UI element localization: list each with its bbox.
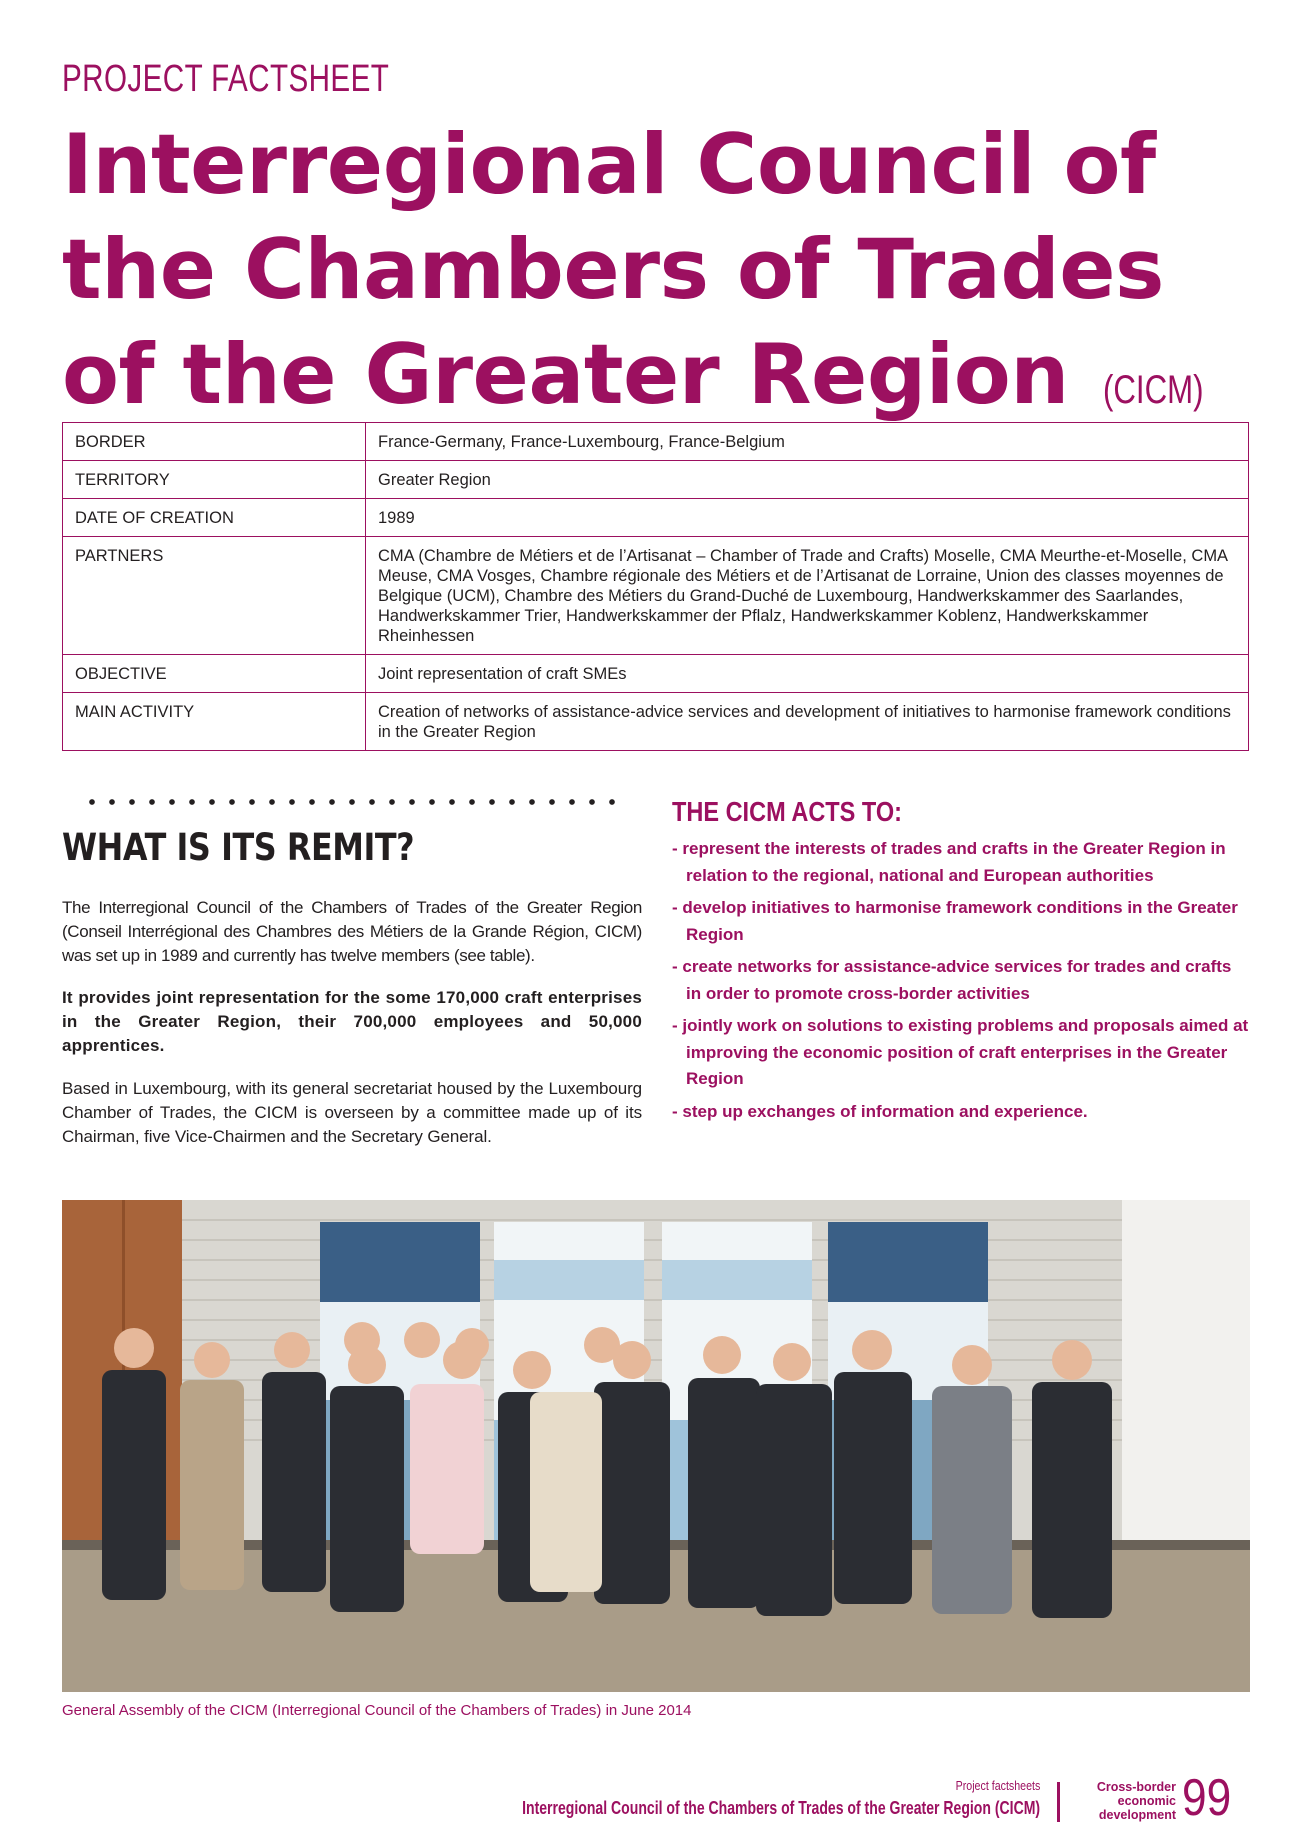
group-photo [62,1200,1250,1692]
table-row [63,423,1249,461]
page-kicker: PROJECT FACTSHEET [62,58,390,100]
remit-paragraph-3: Based in Luxembourg, with its general secretariat housed by the Luxembourg Chamber of Trades, the CICM is overseen by a committee made up of its Chairman, five Vice-Chairmen and the Secretary General. [62,1079,642,1146]
fact-value: Creation of networks of assistance-advice services and development of initiatives to harmonise framework conditions in the Greater Region [366,693,1249,751]
fact-value: 1989 [366,499,1249,537]
fact-key: PARTNERS [63,537,366,655]
title-line-2: the Chambers of Trades [62,221,1164,318]
fact-value: Greater Region [366,461,1249,499]
footer-section-label: Project factsheets [955,1778,1040,1793]
list-item: - create networks for assistance-advice services for trades and crafts in order to promote cross-border activities [672,954,1250,1007]
fact-key: TERRITORY [63,461,366,499]
fact-value: Joint representation of craft SMEs [366,655,1249,693]
table-row [63,499,1249,537]
table-row [63,537,1249,655]
group-photo-illustration [62,1200,1250,1692]
fact-value: France-Germany, France-Luxembourg, France-Belgium [366,423,1249,461]
list-item: - step up exchanges of information and experience. [672,1099,1250,1126]
page-number: 99 [1182,1769,1232,1827]
facts-table [62,422,1249,751]
table-row [63,461,1249,499]
fact-key: MAIN ACTIVITY [63,693,366,751]
footer-chapter: Cross-border economic development [1096,1780,1176,1822]
title-abbreviation: (CICM) [1103,368,1204,412]
fact-key: OBJECTIVE [63,655,366,693]
table-row [63,693,1249,751]
list-item: - represent the interests of trades and crafts in the Greater Region in relation to the regional, national and European authorities [672,836,1250,889]
acts-list [672,836,1250,1131]
title-line-3-text: of the Greater Region [62,326,1069,423]
footer-title: Interregional Council of the Chambers of Trades of the Greater Region (CICM) [522,1798,1040,1818]
remit-heading: WHAT IS ITS REMIT? [62,826,415,869]
table-row [63,655,1249,693]
list-item: - develop initiatives to harmonise framework conditions in the Greater Region [672,895,1250,948]
remit-paragraph-1: The Interregional Council of the Chambers of Trades of the Greater Region (Conseil Interrégional des Chambres des Métiers de la Grande Région, CICM) was set up in 1989 and currently has twelve members (see table). [62,898,642,965]
fact-value: CMA (Chambre de Métiers et de l’Artisanat – Chamber of Trade and Crafts) Moselle, CMA Meurthe-et-Moselle, CMA Meuse, CMA Vosges, Chambre régionale des Métiers et de l’Artisanat de Lorraine, Union des classes moyennes de Belgique (UCM), Chambre des Métiers du Grand-Duché de Luxembourg, Handwerkskammer des Saarlandes, Handwerkskammer Trier, Handwerkskammer der Pflalz, Handwerkskammer Koblenz, Handwerkskammer Rheinhessen [366,537,1249,655]
dotted-divider [82,798,622,806]
footer-divider [1057,1782,1060,1822]
fact-key: DATE OF CREATION [63,499,366,537]
title-line-1: Interregional Council of [62,116,1156,213]
page-title [62,112,1242,443]
photo-caption: General Assembly of the CICM (Interregional Council of the Chambers of Trades) in June 2014 [62,1702,692,1719]
acts-heading: THE CICM ACTS TO: [672,796,902,827]
list-item: - jointly work on solutions to existing problems and proposals aimed at improving the economic position of craft enterprises in the Greater Region [672,1013,1250,1093]
remit-paragraph-2: It provides joint representation for the some 170,000 craft enterprises in the Greater Region, their 700,000 employees and 50,000 apprentices. [62,988,642,1055]
fact-key: BORDER [63,423,366,461]
